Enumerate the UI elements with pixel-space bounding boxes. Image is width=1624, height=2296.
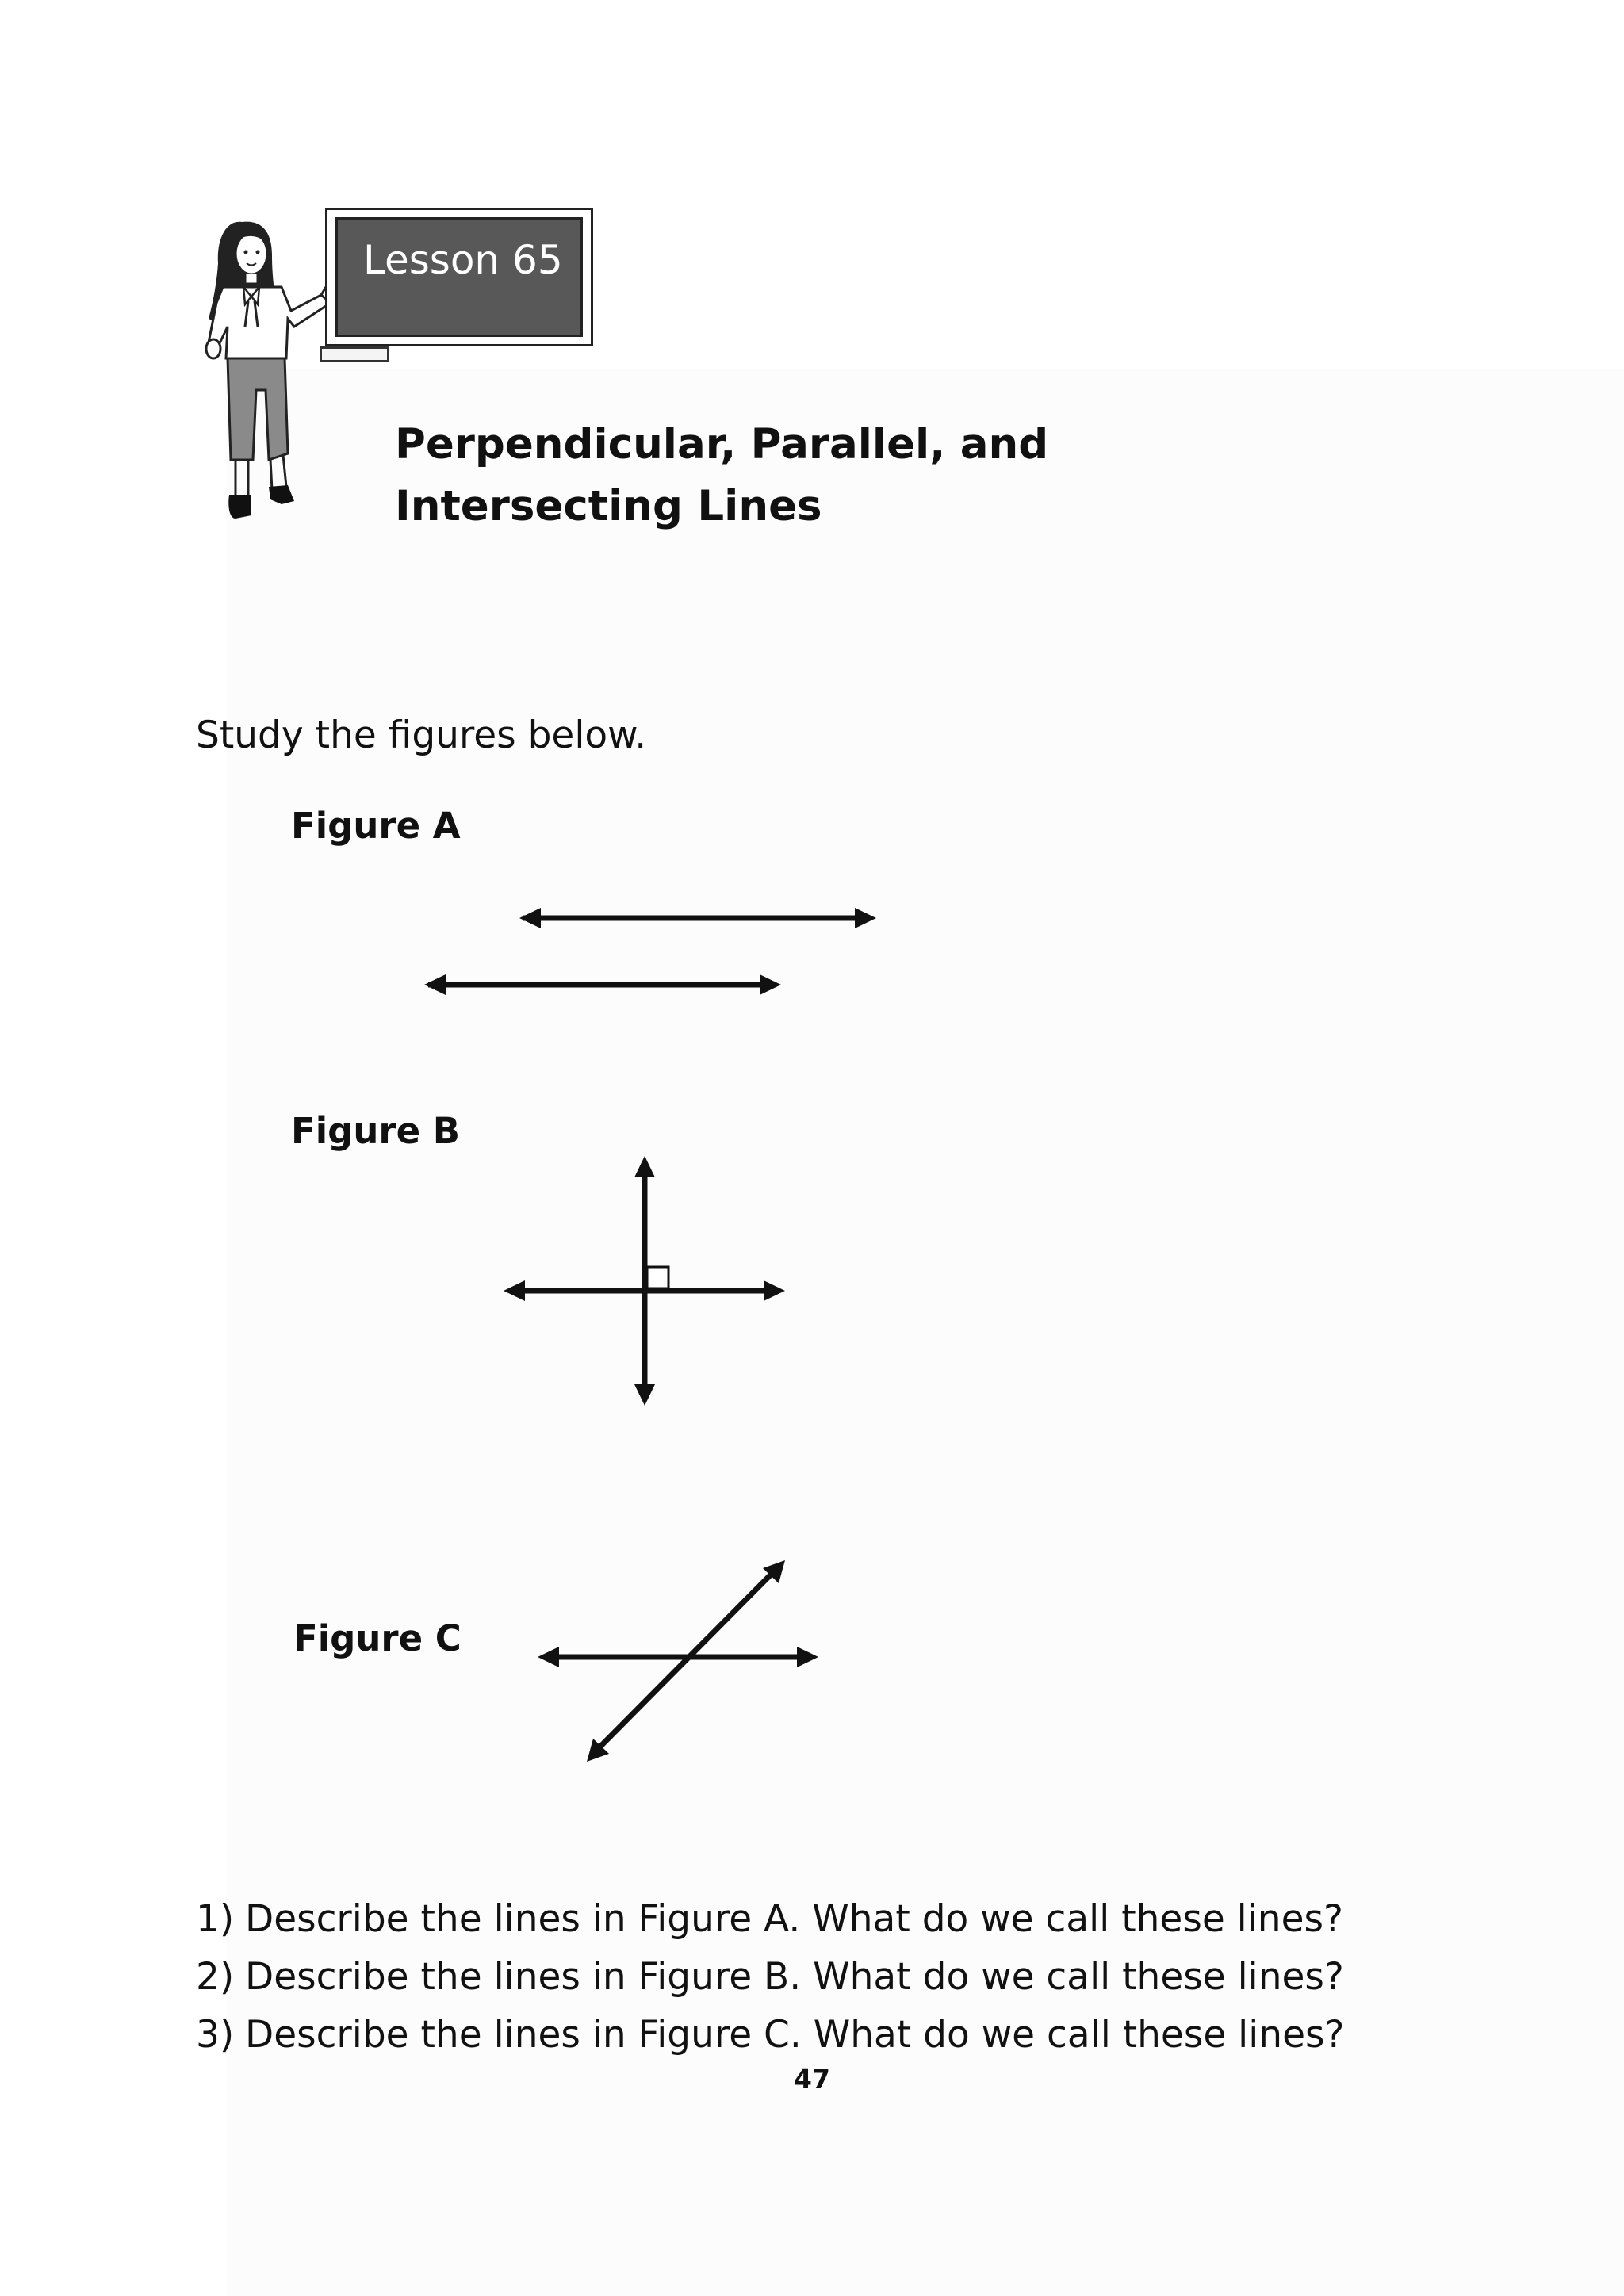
right-angle-marker-icon	[647, 1267, 668, 1288]
figure-b-label: Figure B	[291, 1110, 461, 1152]
question-number: 3)	[196, 2013, 235, 2057]
figure-a-label: Figure A	[291, 805, 461, 847]
page-number: 47	[794, 2064, 830, 2095]
lesson-label: Lesson 65	[363, 237, 563, 283]
figure-c-diagram	[531, 1554, 833, 1768]
blackboard	[325, 208, 593, 346]
question-number: 1)	[196, 1897, 235, 1941]
question-text: Describe the lines in Figure A. What do we call these lines?	[245, 1897, 1343, 1941]
question-text: Describe the lines in Figure C. What do we call these lines?	[245, 2013, 1345, 2057]
figure-a-diagram	[412, 888, 888, 1007]
figure-c-label: Figure C	[293, 1617, 462, 1659]
question-2	[196, 1955, 1344, 1999]
intersecting-horizontal-line	[538, 1647, 818, 1667]
question-text: Describe the lines in Figure B. What do we call these lines?	[245, 1955, 1344, 1999]
question-1	[196, 1897, 1343, 1941]
parallel-line-bottom	[424, 974, 781, 995]
parallel-line-top	[519, 908, 876, 928]
blackboard-surface	[335, 217, 583, 337]
figure-b-diagram	[500, 1154, 793, 1415]
page-title: Perpendicular, Parallel, and Intersecting Lines	[395, 420, 1049, 530]
blackboard-tray	[320, 346, 389, 362]
page-background	[226, 369, 1624, 2296]
question-number: 2)	[196, 1955, 235, 1999]
intersecting-diagonal-line	[587, 1560, 785, 1762]
question-3	[196, 2013, 1344, 2057]
instruction-text: Study the figures below.	[196, 714, 647, 757]
